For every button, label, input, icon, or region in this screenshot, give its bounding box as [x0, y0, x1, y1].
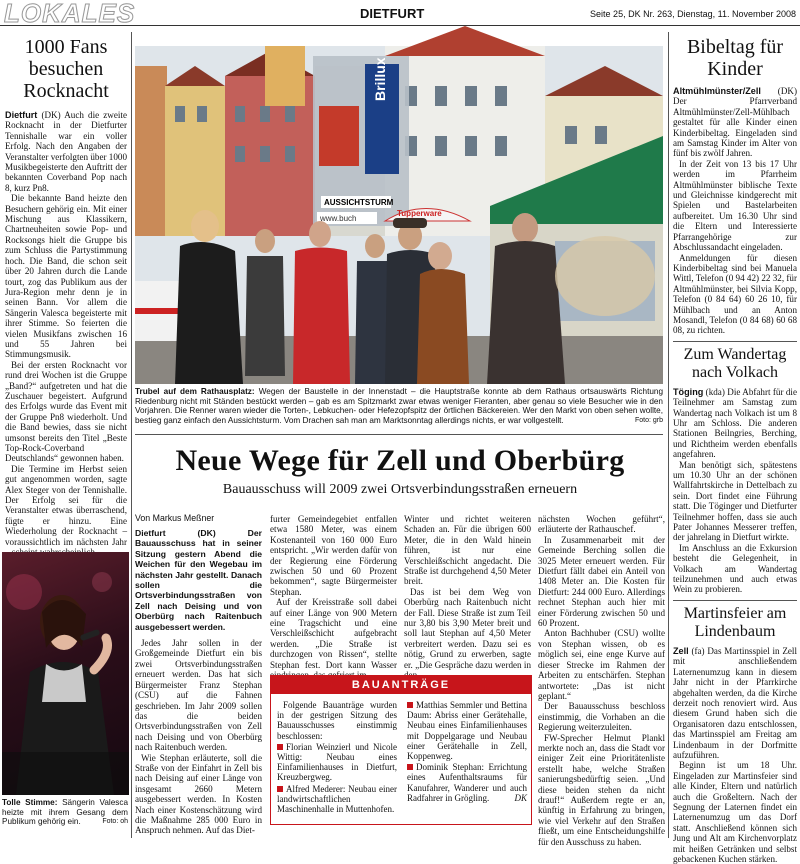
- left-headline: 1000 Fans besuchen Rocknacht: [23, 36, 109, 102]
- main-col-4: [538, 514, 665, 847]
- bibel-paragraph: Anmeldungen für diesen Kinderbibeltag sind bei Manuela Wittl, Telefon (0 94 42) 22 32, für Altmühlmünster, bei Silvia Kopp, Telefon (0 84 64) 60 26 10, für Mühlbach und an Anton Mosandl, Telefon (0 84 68) 60 68 08, zu richten.: [673, 252, 797, 336]
- right-column: [673, 36, 797, 864]
- main-col-1: [135, 528, 262, 836]
- left-paragraph: Die bekannte Band heizte den Besuchern gehörig ein. Mit einer Mischung aus Klassikern, Chartneuheiten sowie Pop- und Rocksongs hielt die Gruppe bis zum Schluss die Partystimmung hoch. Die Band, die schon seit über 20 Jahren durch die Lande tourt, zog das Publikum aus der Jura-Region mehr denn je in seinen Bann. Vor allem die Sängerin Valesca begeisterte mit ihrer Stimme. So feierten die vielen Musikfans zwischen 16 und 55 Jahren bei Stimmungsmusik.: [5, 193, 127, 360]
- martin-paragraph: Zell (fa) Das Martinsspiel in Zell mit anschließendem Laternenumzug kann in diesem Jahr nicht in der Pfarrkirche abgehalten werden, da die Kirche derzeit noch renoviert wird. Aus diesem Grund haben sich die Organisatoren dazu entschlossen, das Martinsspiel am Freitag am Lindenbaum in der Dorfmitte aufzuführen.: [673, 645, 797, 760]
- section-logo: LOKALES: [4, 0, 136, 28]
- bibel-paragraph: Altmühlmünster/Zell (DK) Der Pfarrverband Altmühlmünster/Zell-Mühlbach gestaltet für alle Kinder einen Kinderbibeltag. Eingeladen sind am Samstag Kinder im Alter von fünf bis zwölf Jahren.: [673, 86, 797, 159]
- main-lead: Dietfurt (DK) Der Bauausschuss hat in seiner Sitzung gestern Abend die Weichen für den Wegebau im nächsten Jahr gestellt. Danach sollen die Ortsverbindungsstraßen von Zell nach Deising und von Oberbürg nach Raitenbuch ausgebessert werden.: [135, 528, 262, 632]
- main-paragraph: Das ist bei dem Weg von Oberbürg nach Raitenbuch nicht der Fall. Diese Straße ist zum Teil nur 3,80 bis 3,90 Meter breit und soll laut Stephan auf 4,50 Meter verbreitert werden. Dazu sei es nötig, Grund zu erwerben, sagte er. „Die Gespräche dazu werden in: [404, 586, 531, 670]
- main-paragraph: Jedes Jahr sollen in der Großgemeinde Dietfurt ein bis zwei Ortsverbindungsstraßen erneuert werden. Das hat sich Bürgermeister Franz Stephan (CSU) auf die Fahnen geschrieben. Im Jahr 2009 sollen das die beiden Ortsverbindungsstraßen von Zell nach Deising und von Oberbürg nach Raitenbuch werden.: [135, 638, 262, 753]
- bullet-square-icon: [407, 702, 413, 708]
- wander-paragraph: Im Anschluss an die Exkursion besteht die Gelegenheit, in Volkach am Wandertag teilzunehmen und auch etwas Wein zu probieren.: [673, 542, 797, 595]
- main-paragraph: Anton Bachhuber (CSU) wollte von Stephan wissen, ob es möglich sei, eine enge Kurve auf dieser Strecke im Rahmen der Arbeiten zu entschärfen. Stephan antwortete: „Das ist nicht geplant.“: [538, 628, 665, 701]
- left-paragraph: Bei der ersten Rocknacht vor rund drei Wochen ist die Gruppe „Band?“ aufgetreten und hat die Zuschauer begeistert. Aufgrund des Erfolgs wurde das Event mit der Gruppe Pn8 wiederholt. Und die Band bewies, dass sie nicht umsonst bereits den Titel „Beste Top-Rock-Coverband Deutschlands“ gewonnen haben.: [5, 359, 127, 464]
- martin-headline: Martinsfeier am Lindenbaum: [683, 604, 787, 640]
- sign-website: www.buch: [320, 214, 357, 223]
- main-paragraph: furter Gemeindegebiet entfallen etwa 1580 Meter, was einem Kostenanteil von 160 000 Euro entspricht. „Wir werden dafür von der Regierung eine Förderung zwischen 50 und 60 Prozent bekommen“, sagte Bürgermeister Stephan.: [270, 514, 397, 597]
- singer-photo: [2, 552, 129, 795]
- article-divider: [673, 341, 797, 342]
- main-paragraph: Der Bauausschuss beschloss einstimmig, die Vorhaben an die Regierung weiterzuleiten.: [538, 701, 665, 733]
- main-paragraph: FW-Sprecher Helmut Plankl merkte noch an, dass die Stadt vor einiger Zeit eine Prioritätenliste erstellt habe, welche Straßen sanierungsbedürftig seien. „Und diese beiden stehen da nicht drauf!“ Außerdem regte er an, künftig in Erfahrung zu bringen, wie viel Verkehr auf den Straßen fließt, um eine Entscheidungshilfe für den Ausschuss zu haben.: [538, 732, 665, 847]
- market-photo: [135, 46, 663, 384]
- main-col-2: [270, 514, 397, 674]
- byline: Von Markus Meßner: [135, 513, 215, 523]
- main-paragraph: Auf der Kreisstraße soll dabei auf einer Länge von 900 Metern eine Tragschicht und eine Verschleißschicht aufgebracht werden. „Die Straße ist durchzogen von Rissen“, stellte Stephan fest. Dort kann Wasser: [270, 597, 397, 670]
- bauantraege-intro: Folgende Bauanträge wurden in der gestrigen Sitzung des Bauausschusses einstimmig beschlossen:: [277, 700, 397, 741]
- main-paragraph: In Zusammenarbeit mit der Gemeinde Berching sollen die 3025 Meter erneuert werden. Für Dietfurt fällt dabei ein Anteil von 1408 Meter an. Die Kosten für Dietfurt: 244 000 Euro. Allerdings rechnet Stephan auch hier mit einer Förderung zwischen 50 und 60 Prozent.: [538, 534, 665, 629]
- main-headline: Neue Wege für Zell und Oberbürg: [175, 444, 625, 477]
- bullet-square-icon: [277, 744, 283, 750]
- column-divider: [131, 32, 132, 838]
- left-paragraph: Die Termine im Herbst seien gut angenommen worden, sagte Alex Steger von der Tennishalle. Der Erfolg sei für die Veranstalter etwas überraschend, fügte er hinzu. Eine Wiederholung der Rocknacht – voraussichtlich im nächsten Jahr: [5, 463, 127, 547]
- bauantraege-item: Matthias Semmler und Bettina Daum: Abriss einer Gerätehalle, Neubau eines Einfamilienhauses mit Doppelgarage und Neubau einer Gerätehalle in Zell, Koppenweg.: [407, 700, 527, 762]
- wander-paragraph: Töging (kda) Die Abfahrt für die Teilnehmer am Samstag zum Wandertag nach Volkach ist um 8 Uhr am Schloss. Die anderen Stationen Beilngries, Berching, und Richtheim werden ebenfalls angefahren.: [673, 386, 797, 460]
- market-caption: Trubel auf dem Rathausplatz: Wegen der Baustelle in der Innenstadt – die Hauptstraße konnte ab dem Rathaus ortsauswärts Richtung Riedenburg nicht mit Ständen bestückt werden – gab es am Spitzmarkt zwar etwas weniger Fieranten, aber genau so viele Besucher wie in den Vorjahren. Die Renner waren wieder die Torten-, Lebkuchen- oder Hefezopfspitz der örtlichen Bäckereien. Wer den Markt von oben sehen wollte, bestieg ganz einfach den Aussichtsturm. Vom Drachen sah man am Marktsonntag allerdings nichts, er war vollgestellt. Foto: grb: [135, 387, 664, 425]
- article-divider: [673, 600, 797, 601]
- signature: DK: [514, 792, 527, 803]
- main-subheadline: Bauausschuss will 2009 zwei Ortsverbindungsstraßen erneuern: [222, 482, 578, 497]
- left-article: [5, 36, 127, 546]
- bibel-headline: Bibeltag für Kinder: [686, 36, 784, 80]
- column-divider: [668, 32, 669, 838]
- bullet-square-icon: [277, 786, 283, 792]
- bauantraege-item: Alfred Mederer: Neubau einer landwirtschaftlichen Maschinenhalle in Muttenhofen.: [277, 783, 397, 815]
- main-col-3: [404, 514, 531, 674]
- singer-caption: Tolle Stimme: Sängerin Valesca heizte mit ihrem Gesang dem Publikum gehörig ein. Foto: oh: [2, 798, 128, 827]
- bauantraege-col-1: [277, 700, 397, 824]
- martin-paragraph: Beginn ist um 18 Uhr. Eingeladen zur Martinsfeier sind alle Kinder, Eltern und natürlich auch die Großeltern. Nach der Segnung der Laternen findet ein Laternenumzug um das Dorf statt. Anschließend können sich Jung und Alt am Kirchenvorplatz mit heißen Getränken und selbst gebackenen Kuchen stärken.: [673, 760, 797, 864]
- sign-aussichtsturm: AUSSICHTSTURM: [324, 198, 394, 207]
- section-divider: [135, 434, 663, 435]
- sign-tupperware: Tupperware: [397, 209, 442, 218]
- wander-paragraph: Man benötigt sich, spätestens um 10.30 Uhr an der schönen Wallfahrtskirche in Dettelbach zu sein. Dort findet eine Führung statt. Die Töginger und Dietfurter Teilnehmer hoffen, dass sie auch Pater Johannes Messerer treffen, der jahrelang in Dietfurt wirkte.: [673, 459, 797, 543]
- main-paragraph: nächsten Wochen geführt“, erläuterte der Rathauschef.: [538, 514, 665, 535]
- main-paragraph: Wie Stephan erläuterte, soll die Straße von der Einfahrt in Zell bis nach Deising auf einer Länge von insgesamt 2660 Metern ausgebessert werden. In Kosten Nach einer Kostenschätzung wird die Maßnahme 285 000 Euro in Anspruch nehmen. Auf das Diet-: [135, 752, 262, 836]
- bibel-paragraph: In der Zeit von 13 bis 17 Uhr werden im Pfarrheim Altmühlmünster biblische Texte und Gleichnisse kindgerecht mit Spielen und Bastelarbeiten aufbereitet. Um 16.30 Uhr sind die Eltern und Interessierte Pfarrangehörige zur Abschlussandacht eingeladen.: [673, 158, 797, 253]
- wander-headline: Zum Wandertag nach Volkach: [683, 345, 787, 381]
- city-heading: DIETFURT: [360, 6, 425, 21]
- page-info: Seite 25, DK Nr. 263, Dienstag, 11. November 2008: [590, 9, 796, 19]
- bauantraege-box: [270, 675, 532, 825]
- bauantraege-title: BAUANTRÄGE: [271, 676, 531, 694]
- bauantraege-col-2: [407, 700, 527, 824]
- singer-illustration: [2, 552, 129, 795]
- bauantraege-item: Florian Weinzierl und Nicole Wittig: Neubau eines Einfamilienhauses in Dietfurt, Kreuzbergweg.: [277, 741, 397, 783]
- bauantraege-item: Dominik Stephan: Errichtung eines Aufenthaltsraums für Kanufahrer, Wanderer und auch Radfahrer in Grögling. DK: [407, 762, 527, 803]
- left-paragraph: Dietfurt (DK) Auch die zweite Rocknacht in der Dietfurter Tennishalle war ein voller Erfolg. Nach den Angaben der Veranstalter verfolgten über 1000 Musikbegeisterte den Auftritt der bekannten Coverband Pop nach 8, kurz Pn8.: [5, 110, 127, 193]
- bullet-square-icon: [407, 764, 413, 770]
- masthead: [0, 0, 800, 26]
- main-paragraph: Winter und richtet weiteren Schaden an. Für die übrigen 600 Meter, die in den Wald hinein führen, ist nur eine Verschleißschicht angedacht. Die Straße ist durchgehend 4,50 Meter breit.: [404, 514, 531, 587]
- sign-brillux: Brillux: [372, 57, 388, 101]
- market-illustration: [135, 46, 663, 384]
